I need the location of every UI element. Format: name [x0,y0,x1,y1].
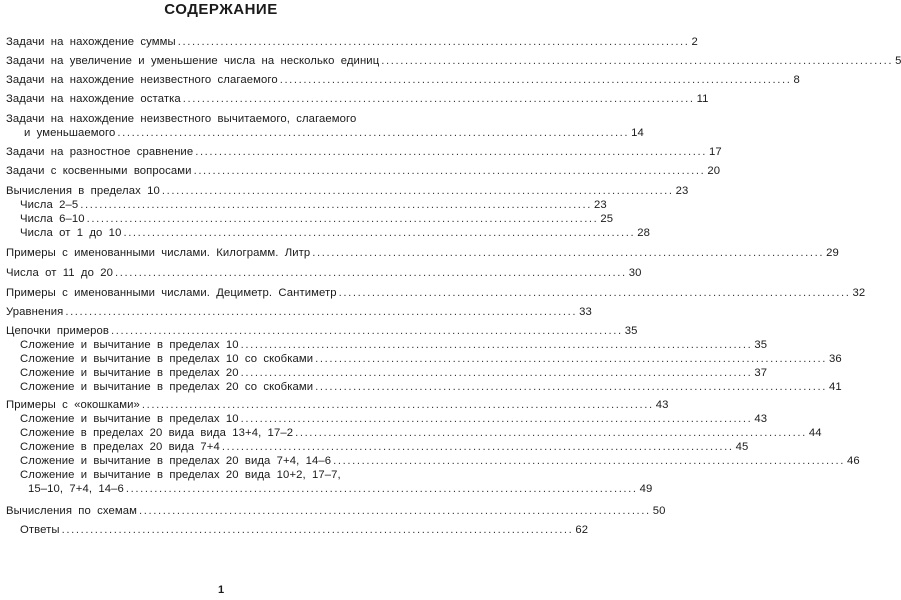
toc-entry [6,184,689,198]
toc-entry-title: Числа от 1 до 10 [20,227,122,239]
toc-page-number: 29 [826,247,839,259]
toc-subentry [20,338,768,352]
toc-page-number: 49 [639,483,653,495]
toc-entry-title: Вычисления по схемам [6,505,137,517]
toc-subentry [20,212,614,226]
dot-leader: ............................................................................................................ [312,247,825,259]
dot-leader: ............................................................................................................ [338,287,851,299]
toc-entry [6,266,642,280]
toc-subentry [20,366,768,380]
toc-subentry [20,468,653,496]
toc-page-number: 5 [895,55,901,67]
toc-entry [6,92,709,106]
toc-entry-title: Сложение и вычитание в пределах 10 со скобками [20,353,314,365]
toc-entry [6,73,800,87]
toc-entry-title: Числа от 11 до 20 [6,267,113,279]
toc-page-number: 28 [637,227,650,239]
dot-leader: ............................................................................................................ [333,455,845,467]
toc-entry-title: Уравнения [6,306,64,318]
toc-entry-title: Задачи на нахождение остатка [6,93,181,105]
toc-entry-title: Задачи с косвенными вопросами [6,165,192,177]
toc-entry-title: Примеры с именованными числами. Дециметр. Сантиметр [6,287,337,299]
dot-leader: ............................................................................................................ [117,127,630,139]
toc-entry-title: 15–10, 7+4, 14–6 [28,483,124,495]
dot-leader: ............................................................................................................ [141,399,654,411]
toc-page-number: 37 [754,367,768,379]
toc-subentry [20,454,860,468]
toc-page-number: 45 [735,441,749,453]
dot-leader: ............................................................................................................ [240,413,753,425]
dot-leader: ............................................................................................................ [111,325,623,337]
toc-entry-title-first-line: Задачи на нахождение неизвестного вычитаемого, слагаемого [6,113,357,125]
toc-entry [6,164,721,178]
toc-entry-title: Задачи на нахождение суммы [6,36,176,48]
dot-leader: ............................................................................................................ [86,213,599,225]
toc-entry [6,286,866,300]
toc-entry [6,324,638,338]
toc-entry-title: Числа 2–5 [20,199,79,211]
toc-entry-title: Числа 6–10 [20,213,85,225]
toc-entry-title: Сложение в пределах 20 вида вида 13+4, 17–2 [20,427,294,439]
toc-page-number: 25 [600,213,614,225]
toc-page-number: 41 [828,381,842,393]
dot-leader: ............................................................................................................ [125,483,638,495]
dot-leader: ............................................................................................................ [240,367,753,379]
dot-leader: ............................................................................................................ [221,441,734,453]
toc-entry-title: Сложение и вычитание в пределах 20 вида 7+4, 14–6 [20,455,332,467]
page-number: 1 [217,584,225,596]
toc-subentry [20,523,589,537]
dot-leader: ............................................................................................................ [115,267,627,279]
dot-leader: ............................................................................................................ [295,427,807,439]
toc-subentry [20,352,842,366]
page-title: СОДЕРЖАНИЕ [164,1,278,18]
toc-entry-title: Сложение и вычитание в пределах 10 [20,413,239,425]
toc-entry [6,145,722,159]
dot-leader: ............................................................................................................ [65,306,578,318]
toc-entry [6,112,644,140]
dot-leader: ............................................................................................................ [315,381,827,393]
toc-entry [6,504,666,518]
dot-leader: ............................................................................................................ [240,339,753,351]
toc-page-number: 32 [852,287,866,299]
toc-entry [6,398,669,412]
toc-page-number: 50 [652,505,666,517]
dot-leader: ............................................................................................................ [61,524,574,536]
toc-subentry [20,226,650,240]
toc-page-number: 14 [631,127,644,139]
toc-subentry [20,198,607,212]
toc-subentry [20,412,768,426]
toc-entry-title: Сложение в пределах 20 вида 7+4 [20,441,220,453]
toc-entry-title: Вычисления в пределах 10 [6,185,160,197]
toc-entry-title: Цепочки примеров [6,325,109,337]
toc-page-number: 20 [707,165,721,177]
dot-leader: ............................................................................................................ [195,146,707,158]
toc-page-number: 11 [696,93,709,105]
toc-entry [6,35,698,49]
toc-subentry [20,426,822,440]
toc-entry-title: Ответы [20,524,60,536]
dot-leader: ............................................................................................................ [80,199,593,211]
dot-leader: ............................................................................................................ [182,93,695,105]
toc-page-number: 43 [754,413,768,425]
toc-subentry [20,440,749,454]
dot-leader: ............................................................................................................ [139,505,651,517]
toc-page-number: 43 [655,399,669,411]
toc-entry-title: Сложение и вычитание в пределах 20 со скобками [20,381,314,393]
toc-entry-title: Примеры с «окошками» [6,399,140,411]
toc-entry-title: Примеры с именованными числами. Килограмм. Литр [6,247,311,259]
toc-page-number: 35 [754,339,768,351]
toc-entry [6,246,839,260]
toc-entry-title: Сложение и вычитание в пределах 10 [20,339,239,351]
dot-leader: ............................................................................................................ [177,36,690,48]
toc-page-number: 23 [675,185,689,197]
toc-entry-title: Задачи на увеличение и уменьшение числа на несколько единиц [6,55,380,67]
toc-entry [6,305,592,319]
toc-subentry [20,380,842,394]
dot-leader: ............................................................................................................ [381,55,894,67]
toc-page-number: 33 [579,306,592,318]
dot-leader: ............................................................................................................ [193,165,706,177]
toc-page-number: 36 [828,353,842,365]
toc-page-number: 30 [628,267,642,279]
toc-entry-title: Задачи на нахождение неизвестного слагаемого [6,74,278,86]
dot-leader: ............................................................................................................ [279,74,792,86]
toc-entry-title: и уменьшаемого [24,127,116,139]
toc-page-number: 44 [808,427,822,439]
toc-entry [6,54,901,68]
toc-page-number: 35 [624,325,638,337]
toc-entry-title-first-line: Сложение и вычитание в пределах 20 вида 10+2, 17–7, [20,469,341,481]
toc-page-number: 17 [708,146,722,158]
toc-entry-title: Задачи на разностное сравнение [6,146,194,158]
toc-entry-title: Сложение и вычитание в пределах 20 [20,367,239,379]
dot-leader: ............................................................................................................ [161,185,674,197]
toc-page-number: 2 [691,36,698,48]
toc-page-number: 46 [846,455,860,467]
toc-page-number: 62 [575,524,589,536]
dot-leader: ............................................................................................................ [315,353,827,365]
dot-leader: ............................................................................................................ [123,227,636,239]
toc-page-number: 8 [793,74,800,86]
toc-page-number: 23 [594,199,607,211]
